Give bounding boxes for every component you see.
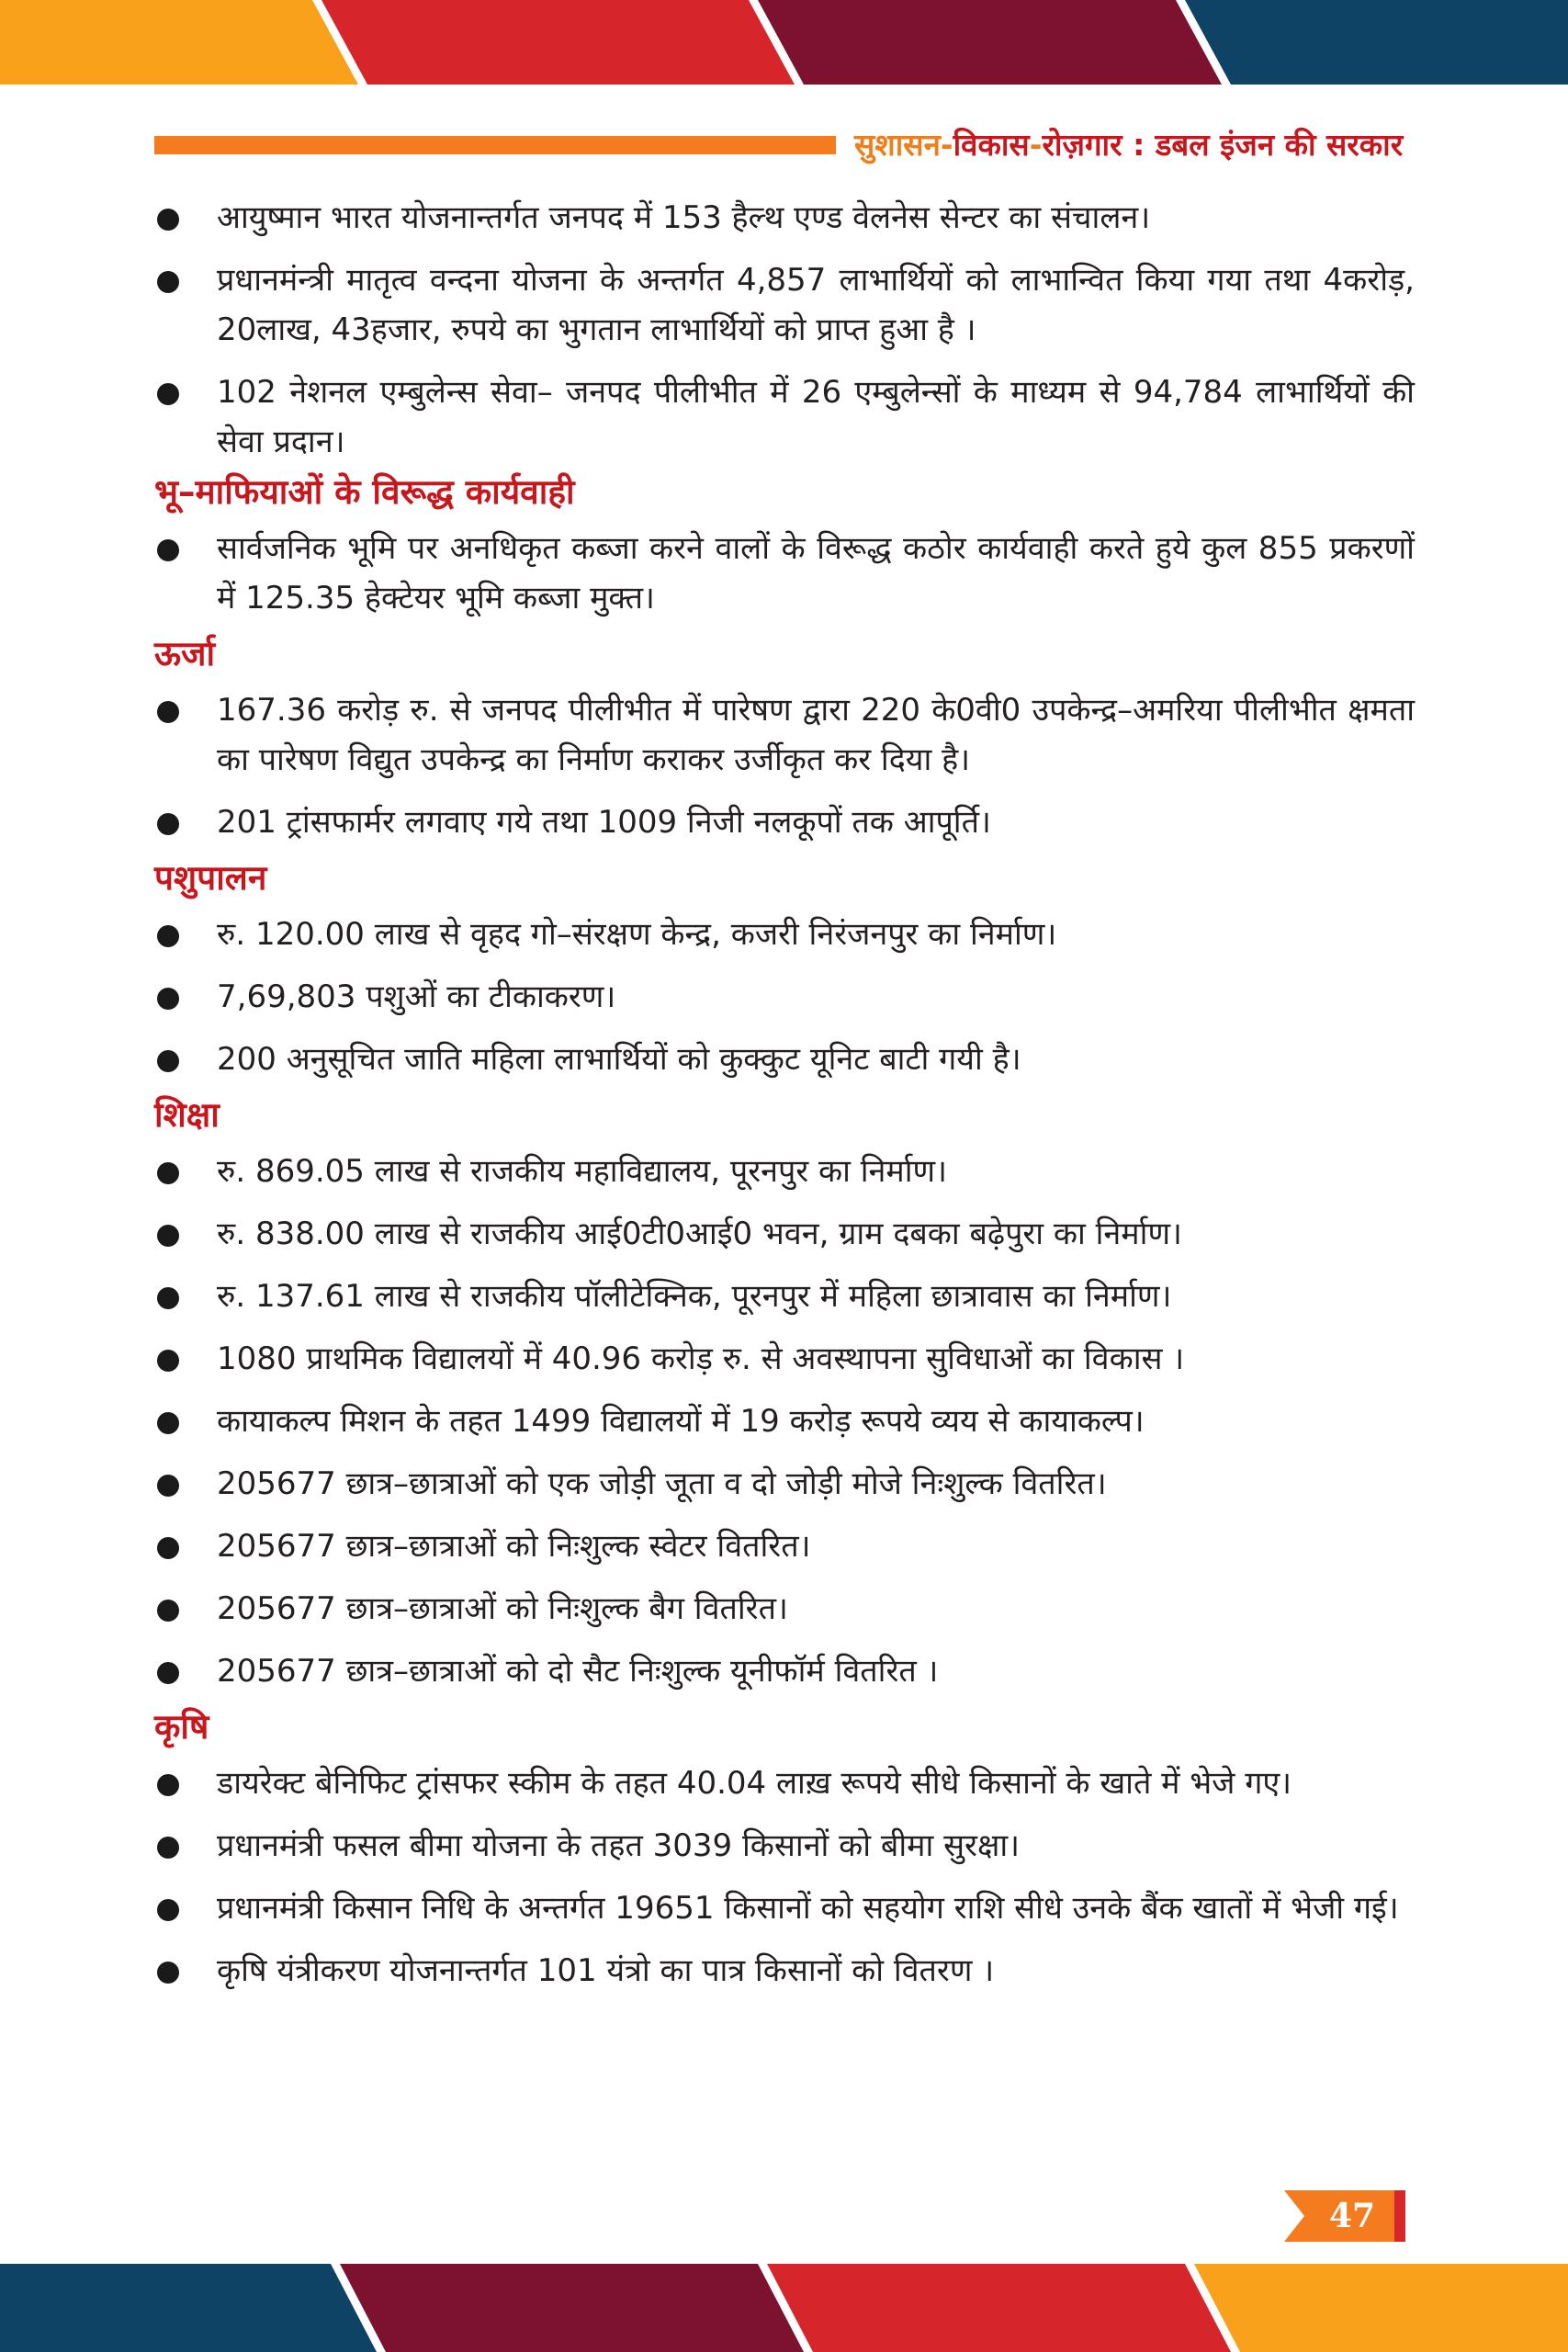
section-land-mafia bbox=[154, 467, 1415, 623]
list-item: कायाकल्प मिशन के तहत 1499 विद्यालयों में 19 करोड़ रूपये व्यय से कायाकल्प। bbox=[154, 1396, 1415, 1446]
list-item: प्रधानमंत्री किसान निधि के अन्तर्गत 19651 किसानों को सहयोग राशि सीधे उनके बैंक खातों में भेजी गई। bbox=[154, 1883, 1415, 1933]
section-energy bbox=[154, 628, 1415, 847]
list-item: 167.36 करोड़ रु. से जनपद पीलीभीत में पारेषण द्वारा 220 के0वी0 उपकेन्द्र–अमरिया पीलीभीत क्षमता का पारेषण विद्युत उपकेन्द्र का निर्माण कराकर उर्जीकृत कर दिया है। bbox=[154, 685, 1415, 785]
section-items bbox=[154, 685, 1415, 847]
list-item: 102 नेशनल एम्बुलेन्स सेवा– जनपद पीलीभीत में 26 एम्बुलेन्सों के माध्यम से 94,784 लाभार्थियों की सेवा प्रदान। bbox=[154, 368, 1415, 467]
bullet-icon bbox=[157, 1899, 179, 1921]
section-heading: पशुपालन bbox=[154, 858, 267, 898]
bullet-icon bbox=[157, 813, 179, 835]
list-item: आयुष्मान भारत योजनान्तर्गत जनपद में 153 हैल्थ एण्ड वेलनेस सेन्टर का संचालन। bbox=[154, 193, 1415, 243]
bullet-icon bbox=[157, 1537, 179, 1559]
page-number: 47 bbox=[1328, 2197, 1376, 2235]
bullet-icon bbox=[157, 1774, 179, 1796]
running-header-title: सुशासन-विकास-रोज़गार : डबल इंजन की सरकार bbox=[854, 127, 1404, 163]
bullet-icon bbox=[157, 701, 179, 723]
bottom-band-stripes bbox=[0, 2264, 1568, 2352]
list-item: 7,69,803 पशुओं का टीकाकरण। bbox=[154, 972, 1415, 1022]
section-items bbox=[154, 1758, 1415, 1996]
bullet-icon bbox=[157, 1412, 179, 1434]
bullet-icon bbox=[157, 209, 179, 231]
section-items bbox=[154, 1147, 1415, 1696]
bullet-icon bbox=[157, 1287, 179, 1309]
bullet-icon bbox=[157, 383, 179, 405]
section-heading: भू–माफियाओं के विरूद्ध कार्यवाही bbox=[154, 472, 575, 512]
bullet-icon bbox=[157, 539, 179, 561]
top-color-band bbox=[0, 0, 1568, 85]
list-item: 205677 छात्र–छात्राओं को निःशुल्क बैग वितरित। bbox=[154, 1584, 1415, 1634]
bullet-icon bbox=[157, 1475, 179, 1497]
bullet-icon bbox=[157, 1350, 179, 1372]
section-heading: शिक्षा bbox=[154, 1095, 220, 1135]
bullet-icon bbox=[157, 1050, 179, 1072]
section-heading: ऊर्जा bbox=[154, 634, 216, 673]
bullet-icon bbox=[157, 1225, 179, 1247]
bullet-icon bbox=[157, 271, 179, 293]
page-number-tab bbox=[1284, 2190, 1405, 2242]
bullet-icon bbox=[157, 1162, 179, 1184]
section-items bbox=[154, 524, 1415, 623]
bullet-icon bbox=[157, 988, 179, 1010]
bullet-icon bbox=[157, 925, 179, 947]
section-animal-husbandry bbox=[154, 853, 1415, 1084]
list-item: 205677 छात्र–छात्राओं को दो सैट निःशुल्क यूनीफॉर्म वितरित । bbox=[154, 1646, 1415, 1696]
list-item: रु. 838.00 लाख से राजकीय आई0टी0आई0 भवन, ग्राम दबका बढ़ेपुरा का निर्माण। bbox=[154, 1209, 1415, 1259]
list-item: सार्वजनिक भूमि पर अनधिकृत कब्जा करने वालों के विरूद्ध कठोर कार्यवाही करते हुये कुल 855 प्रकरणों में 125.35 हेक्टेयर भूमि कब्जा मुक्त। bbox=[154, 524, 1415, 623]
bullet-icon bbox=[157, 1837, 179, 1859]
section-heading: कृषि bbox=[154, 1707, 209, 1747]
list-item: कृषि यंत्रीकरण योजनान्तर्गत 101 यंत्रो का पात्र किसानों को वितरण । bbox=[154, 1946, 1415, 1996]
header-orange-rule bbox=[154, 136, 836, 154]
list-item: 201 ट्रांसफार्मर लगवाए गये तथा 1009 निजी नलकूपों तक आपूर्ति। bbox=[154, 797, 1415, 847]
bullet-icon bbox=[157, 1600, 179, 1622]
list-item: 1080 प्राथमिक विद्यालयों में 40.96 करोड़ रु. से अवस्थापना सुविधाओं का विकास । bbox=[154, 1334, 1415, 1384]
list-item: 205677 छात्र–छात्राओं को निःशुल्क स्वेटर वितरित। bbox=[154, 1521, 1415, 1571]
list-item: प्रधानमंन्त्री मातृत्व वन्दना योजना के अन्तर्गत 4,857 लाभार्थियों को लाभान्वित किया गया तथा 4करोड़, 20लाख, 43हजार, रुपये का भुगतान लाभार्थियों को प्राप्त हुआ है । bbox=[154, 255, 1415, 355]
list-item: डायरेक्ट बेनिफिट ट्रांसफर स्कीम के तहत 40.04 लाख़ रूपये सीधे किसानों के खाते में भेजे गए। bbox=[154, 1758, 1415, 1808]
section-agriculture bbox=[154, 1702, 1415, 1996]
list-item: रु. 137.61 लाख से राजकीय पॉलीटेक्निक, पूरनपुर में महिला छात्रावास का निर्माण। bbox=[154, 1272, 1415, 1321]
bottom-color-band bbox=[0, 2264, 1568, 2348]
list-item: 200 अनुसूचित जाति महिला लाभार्थियों को कुक्कुट यूनिट बाटी गयी है। bbox=[154, 1035, 1415, 1084]
section-education bbox=[154, 1090, 1415, 1696]
section-items bbox=[154, 910, 1415, 1084]
bullet-icon bbox=[157, 1962, 179, 1984]
list-item: रु. 120.00 लाख से वृहद गो–संरक्षण केन्द्र, कजरी निरंजनपुर का निर्माण। bbox=[154, 910, 1415, 959]
list-item: 205677 छात्र–छात्राओं को एक जोड़ी जूता व दो जोड़ी मोजे निःशुल्क वितरित। bbox=[154, 1459, 1415, 1509]
bullet-icon bbox=[157, 1662, 179, 1684]
page-content bbox=[154, 193, 1415, 1996]
list-item: रु. 869.05 लाख से राजकीय महाविद्यालय, पूरनपुर का निर्माण। bbox=[154, 1147, 1415, 1196]
list-item: प्रधानमंत्री फसल बीमा योजना के तहत 3039 किसानों को बीमा सुरक्षा। bbox=[154, 1821, 1415, 1871]
health-items-list bbox=[154, 193, 1415, 467]
top-band-stripes bbox=[0, 0, 1568, 85]
